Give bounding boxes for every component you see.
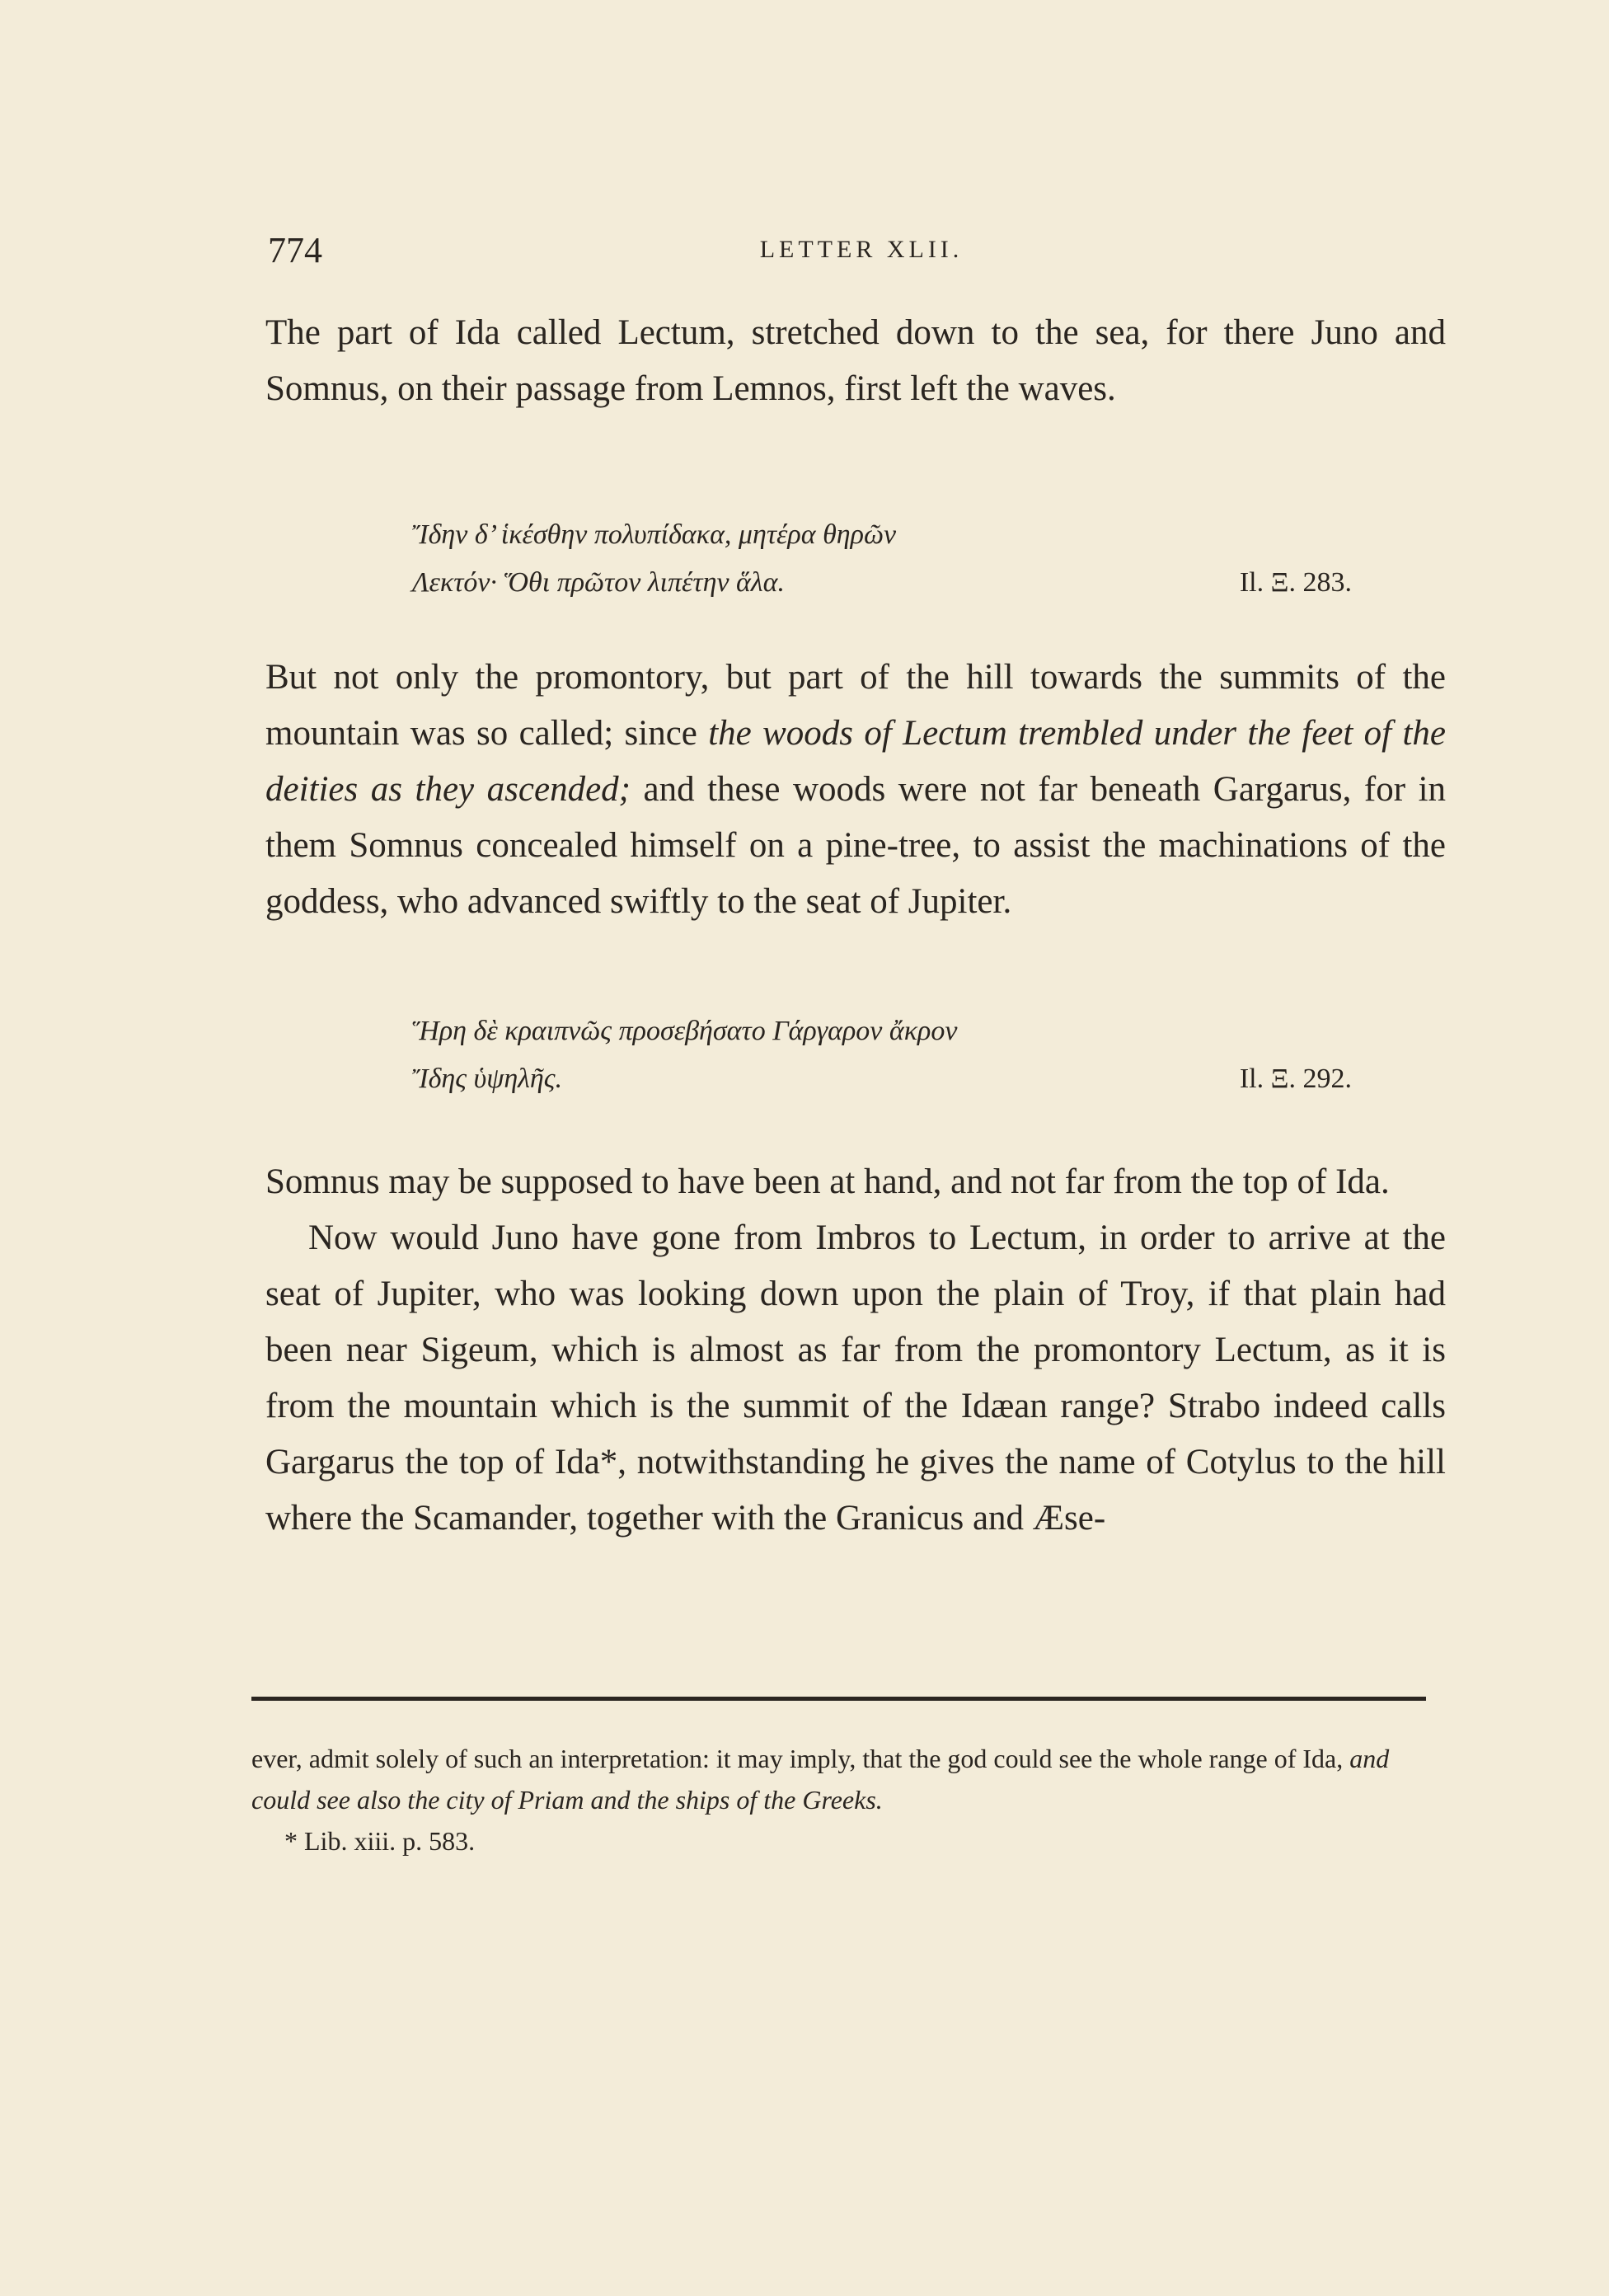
page-number: 774: [268, 230, 322, 270]
paragraph-2-part-1: But not only the promontory, but part of the hill towards the summits of the mountain was so called; since: [265, 658, 1446, 753]
greek-quote-2-line-2-text: Ἴδης ὑψηλῆς.: [412, 1063, 563, 1094]
footnote-part-1: ever, admit solely of such an interpretation: it may imply, that the god could see the whole range of Ida,: [251, 1744, 1350, 1773]
greek-quote-1-line-2-text: Λεκτόν· Ὅθι πρῶτον λιπέτην ἅλα.: [412, 567, 785, 598]
greek-quote-1-line-2: [412, 559, 1401, 607]
greek-quote-2-line-2: [412, 1055, 1401, 1103]
paragraph-2-text: [265, 650, 1446, 930]
paragraph-2-part-2: and these woods were not far beneath Gargarus, for in them Somnus concealed himself on a pine-tree, to assist the machinations of the goddess, who advanced swiftly to the seat of Jupiter.: [265, 770, 1447, 921]
footnote-star: * Lib. xiii. p. 583.: [284, 1826, 476, 1856]
paragraph-3-text: Somnus may be supposed to have been at hand, and not far from the top of Ida.: [265, 1162, 1390, 1201]
paragraph-2: [265, 650, 1446, 930]
greek-quote-1: [412, 511, 1401, 607]
footnotes: [251, 1738, 1447, 1862]
footnote-italic: and could see also the city of Priam and the ships of the Greeks.: [251, 1744, 1390, 1815]
page-header: [268, 229, 1455, 279]
paragraph-1-text: The part of Ida called Lectum, stretched down to the sea, for there Juno and Somnus, on their passage from Lemnos, first left the waves.: [265, 313, 1446, 408]
greek-quote-1-line-1: Ἴδην δ’ ἱκέσθην πολυπίδακα, μητέρα θηρῶν: [412, 519, 897, 550]
footnote-rule: [251, 1697, 1426, 1701]
greek-quote-2: [412, 1007, 1401, 1103]
paragraph-4-text: Now would Juno have gone from Imbros to Lectum, in order to arrive at the seat of Jupiter, who was looking down upon the plain of Troy, if that plain had been near Sigeum, which is almost as far from the promontory Lectum, as it is from the mountain which is the summit of the Idæan range? Strabo indeed calls Gargarus the top of Ida*, notwithstanding he gives the name of Cotylus to the hill where the Scamander, together with the Granicus and Æse-: [265, 1218, 1446, 1538]
footnote-continued: [251, 1738, 1447, 1820]
greek-quote-1-reference: Il. Ξ. 283.: [1239, 567, 1352, 598]
paragraph-1: [265, 305, 1446, 417]
greek-quote-2-line-1: Ἥρη δὲ κραιπνῶς προσεβήσατο Γάργαρον ἄκρον: [412, 1016, 958, 1046]
greek-quote-2-reference: Il. Ξ. 292.: [1239, 1063, 1352, 1094]
running-head: LETTER XLII.: [759, 236, 964, 263]
paragraph-3-and-4: [265, 1154, 1446, 1547]
paragraph-2-italic: the woods of Lectum trembled under the feet of the deities as they ascended;: [265, 714, 1446, 809]
